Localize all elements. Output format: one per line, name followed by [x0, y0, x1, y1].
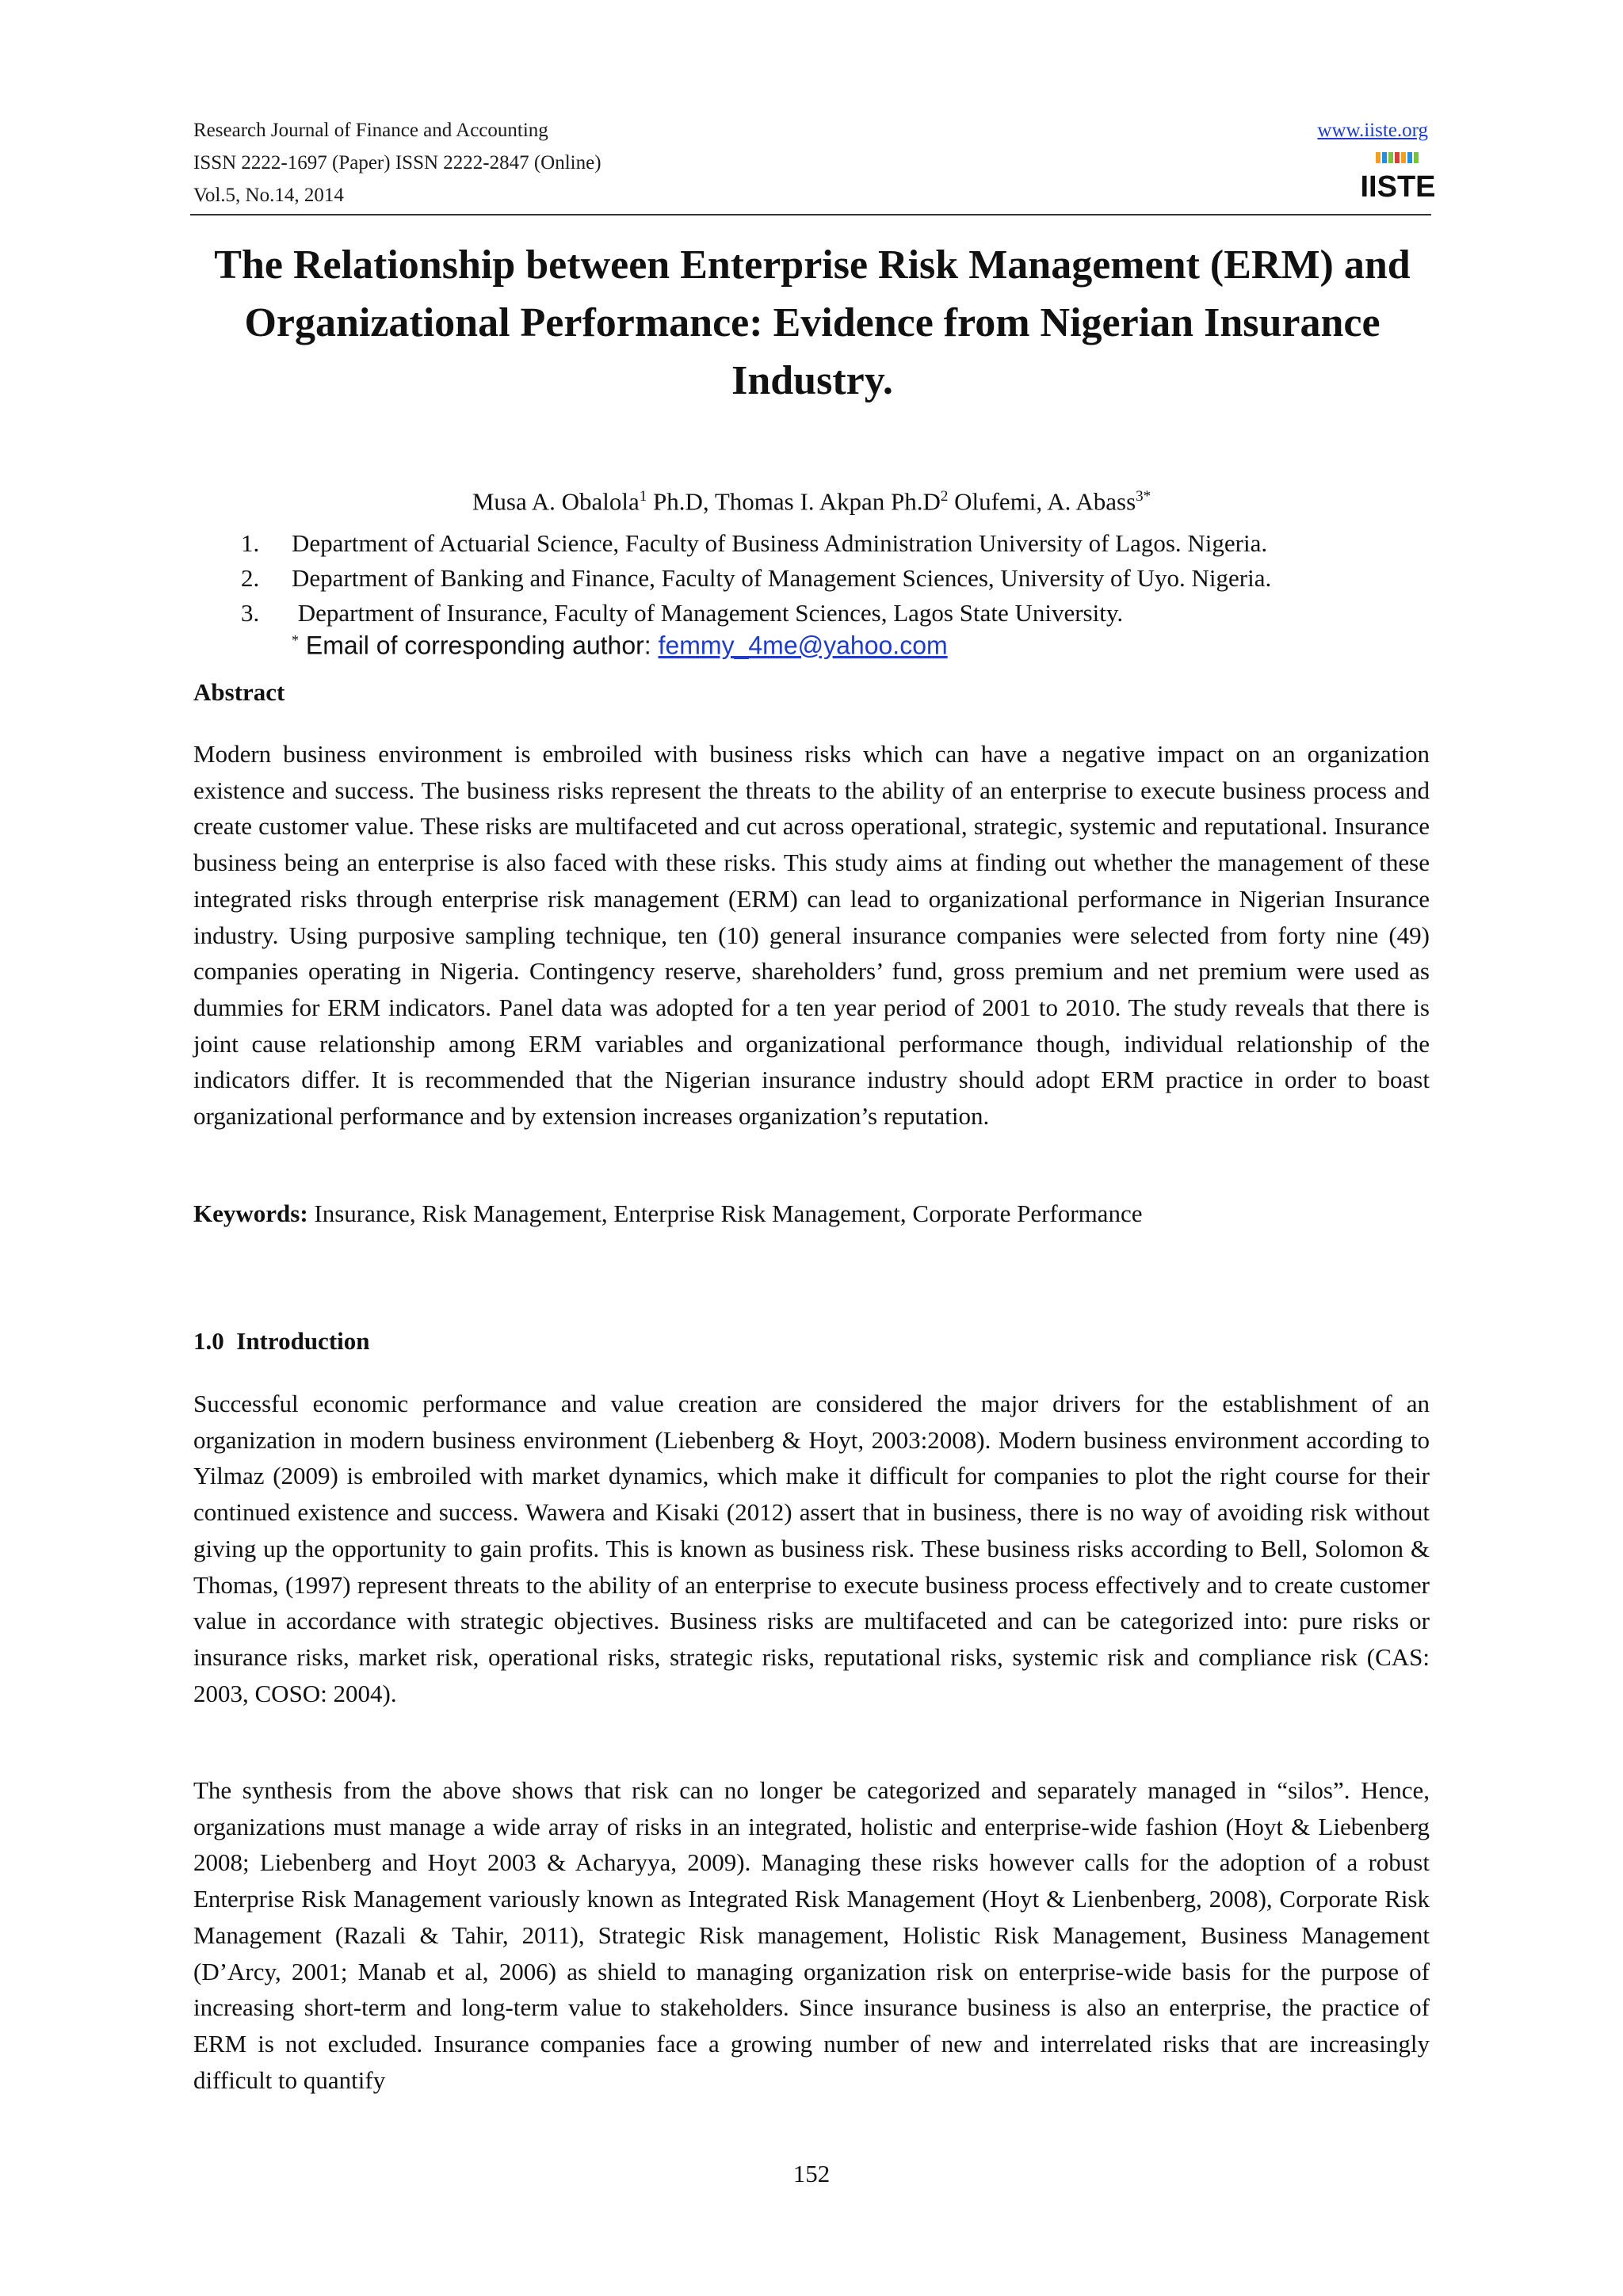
author-1-name: Musa A. Obalola — [472, 487, 640, 516]
iiste-logo — [1360, 147, 1436, 204]
author-3-sup: 3* — [1136, 488, 1151, 505]
introduction-heading: 1.0 Introduction — [193, 1327, 370, 1355]
keywords-label: Keywords: — [193, 1199, 308, 1227]
affiliation-item — [241, 526, 1271, 561]
journal-volume: Vol.5, No.14, 2014 — [193, 185, 344, 206]
header-rule — [190, 214, 1431, 215]
journal-header — [193, 114, 601, 212]
affiliation-number: 3. — [241, 599, 260, 627]
affiliation-list — [241, 526, 1271, 631]
affiliation-number: 2. — [241, 564, 260, 592]
email-star: * — [292, 632, 299, 648]
keywords-text: Insurance, Risk Management, Enterprise Risk Management, Corporate Performance — [307, 1199, 1143, 1227]
affiliation-number: 1. — [241, 529, 260, 557]
email-link[interactable]: femmy_4me@yahoo.com — [658, 631, 948, 660]
affiliation-item — [241, 561, 1271, 596]
abstract-heading: Abstract — [193, 678, 285, 706]
affiliation-text: Department of Insurance, Faculty of Management Sciences, Lagos State University. — [292, 599, 1124, 627]
email-label: Email of corresponding author: — [305, 631, 659, 660]
journal-issn: ISSN 2222-1697 (Paper) ISSN 2222-2847 (Online) — [193, 152, 601, 174]
paper-title: The Relationship between Enterprise Risk Management (ERM) and Organizational Performance: Evidence from Nigerian Insurance Industry. — [214, 242, 1411, 403]
author-line — [0, 480, 1623, 518]
journal-name: Research Journal of Finance and Accounting — [193, 120, 548, 141]
keywords — [193, 1196, 1142, 1231]
author-3-name: Olufemi, A. Abass — [948, 487, 1136, 516]
affiliation-text: Department of Actuarial Science, Faculty of Business Administration University of Lagos. Nigeria. — [292, 529, 1268, 557]
author-2-name: Ph.D, Thomas I. Akpan Ph.D — [647, 487, 941, 516]
abstract-text: Modern business environment is embroiled with business risks which can have a negative impact on an organization existence and success. The business risks represent the threats to the ability of an enterprise to execute business process and create customer value. These risks are multifaceted and cut across operational, strategic, systemic and reputational. Insurance business being an enterprise is also faced with these risks. This study aims at finding out whether the management of these integrated risks through enterprise risk management (ERM) can lead to organizational performance in Nigerian Insurance industry. Using purposive sampling technique, ten (10) general insurance companies were selected from forty nine (49) companies operating in Nigeria. Contingency reserve, shareholders’ fund, gross premium and net premium were used as dummies for ERM indicators. Panel data was adopted for a ten year period of 2001 to 2010. The study reveals that there is joint cause relationship among ERM variables and organizational performance though, individual relationship of the indicators differ. It is recommended that the Nigerian insurance industry should adopt ERM practice in order to boast organizational performance and by extension increases organization’s reputation. — [193, 740, 1430, 1131]
logo-text: IISTE — [1360, 170, 1436, 204]
author-2-sup: 2 — [940, 488, 949, 505]
author-1-sup: 1 — [639, 488, 647, 505]
introduction-paragraph-2: The synthesis from the above shows that risk can no longer be categorized and separately managed in “silos”. Hence, organizations must manage a wide array of risks in an integrated, holistic and enterprise-wide fashion (Hoyt & Liebenberg 2008; Liebenberg and Hoyt 2003 & Acharyya, 2009). Managing these risks however calls for the adoption of a robust Enterprise Risk Management variously known as Integrated Risk Management (Hoyt & Lienbenberg, 2008), Corporate Risk Management (Razali & Tahir, 2011), Strategic Risk management, Holistic Risk Management, Business Management (D’Arcy, 2001; Manab et al, 2006) as shield to managing organization risk on enterprise-wide basis for the purpose of increasing short-term and long-term value to stakeholders. Since insurance business is also an enterprise, the practice of ERM is not excluded. Insurance companies face a growing number of new and interrelated risks that are increasingly difficult to quantify — [193, 1776, 1430, 2094]
corresponding-email — [292, 623, 948, 663]
page-number: 152 — [792, 2160, 831, 2187]
affiliation-text: Department of Banking and Finance, Faculty of Management Sciences, University of Uyo. Nigeria. — [292, 564, 1272, 592]
journal-url-link[interactable]: www.iiste.org — [1317, 120, 1428, 141]
introduction-paragraph-1: Successful economic performance and value creation are considered the major drivers for the establishment of an organization in modern business environment (Liebenberg & Hoyt, 2003:2008). Modern business environment according to Yilmaz (2009) is embroiled with market dynamics, which make it difficult for companies to plot the right course for their continued existence and success. Wawera and Kisaki (2012) assert that in business, there is no way of avoiding risk without giving up the opportunity to gain profits. This is known as business risk. These business risks according to Bell, Solomon & Thomas, (1997) represent threats to the ability of an enterprise to execute business process effectively and to create customer value in accordance with strategic objectives. Business risks are multifaceted and can be categorized into: pure risks or insurance risks, market risk, operational risks, strategic risks, reputational risks, systemic risk and compliance risk (CAS: 2003, COSO: 2004). — [193, 1390, 1430, 1707]
